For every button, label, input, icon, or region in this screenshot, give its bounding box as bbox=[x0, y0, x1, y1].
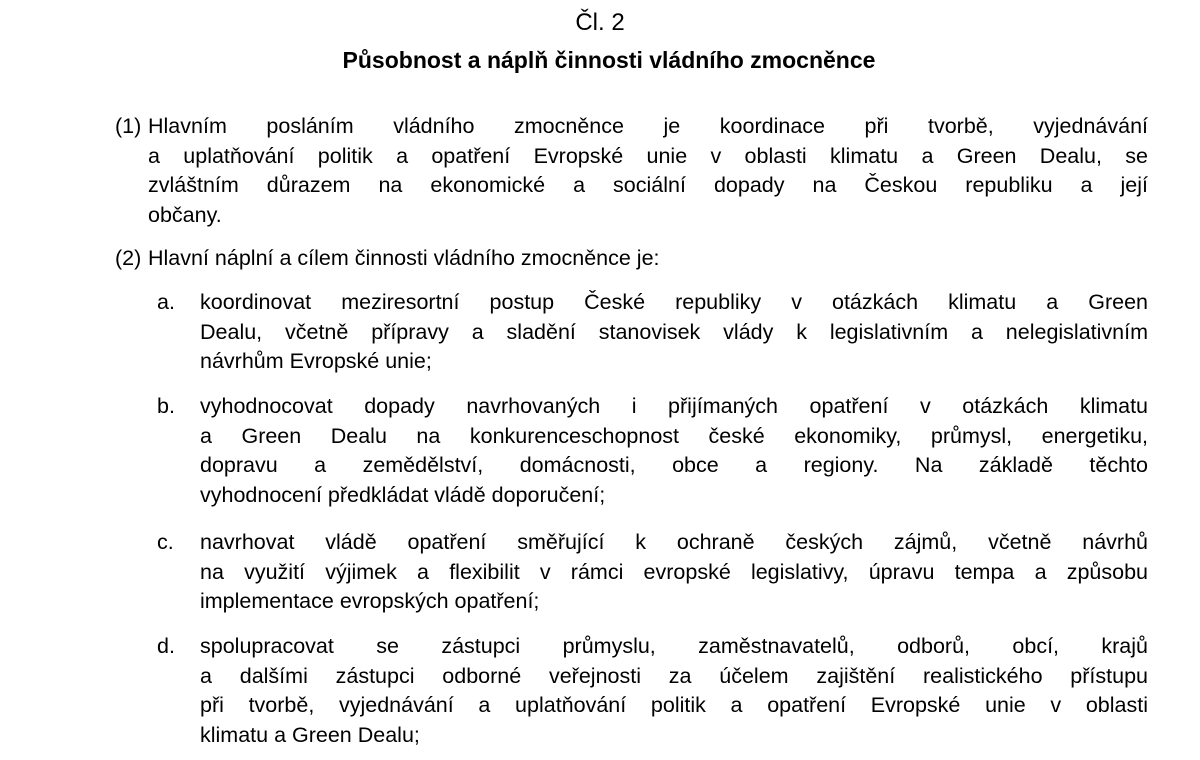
text-line: Hlavním posláním vládního zmocněnce je koordinace při tvorbě, vyjednávání bbox=[148, 114, 1148, 138]
text-line: občany. bbox=[148, 202, 222, 227]
text-line: na využití výjimek a flexibilit v rámci evropské legislativy, úpravu tempa a způsobu bbox=[200, 559, 1148, 584]
article-number: Čl. 2 bbox=[575, 9, 625, 36]
list-label: (2) bbox=[115, 246, 142, 270]
text-line: implementace evropských opatření; bbox=[200, 589, 540, 614]
text-line: zvláštním důrazem na ekonomické a sociální dopady na Českou republiku a její bbox=[148, 173, 1148, 198]
text-line: při tvorbě, vyjednávání a uplatňování politik a opatření Evropské unie v oblasti bbox=[200, 693, 1148, 718]
text-line: návrhům Evropské unie; bbox=[200, 349, 432, 374]
text-line: a Green Dealu na konkurenceschopnost české ekonomiky, průmysl, energetiku, bbox=[200, 423, 1148, 448]
text-line: vyhodnocovat dopady navrhovaných i přijímaných opatření v otázkách klimatu bbox=[200, 394, 1148, 418]
text-line: a dalšími zástupci odborné veřejnosti za účelem zajištění realistického přístupu bbox=[200, 663, 1148, 688]
list-label: a. bbox=[157, 290, 175, 314]
text-line: navrhovat vládě opatření směřující k ochraně českých zájmů, včetně návrhů bbox=[200, 530, 1148, 554]
article-title: Působnost a náplň činnosti vládního zmocněnce bbox=[342, 47, 876, 73]
text-line: a uplatňování politik a opatření Evropské unie v oblasti klimatu a Green Dealu, se bbox=[148, 143, 1148, 168]
text-line: dopravu a zemědělství, domácnosti, obce a regiony. Na základě těchto bbox=[200, 453, 1148, 478]
text-line: klimatu a Green Dealu; bbox=[200, 722, 420, 747]
list-label: d. bbox=[157, 634, 175, 658]
text-line: spolupracovat se zástupci průmyslu, zaměstnavatelů, odborů, obcí, krajů bbox=[200, 634, 1148, 658]
list-label: b. bbox=[157, 394, 175, 418]
text-line: Dealu, včetně přípravy a sladění stanovisek vlády k legislativním a nelegislativním bbox=[200, 319, 1148, 344]
text-line: Hlavní náplní a cílem činnosti vládního zmocněnce je: bbox=[148, 246, 660, 270]
text-line: vyhodnocení předkládat vládě doporučení; bbox=[200, 482, 606, 507]
list-label: (1) bbox=[115, 114, 142, 138]
text-line: koordinovat meziresortní postup České republiky v otázkách klimatu a Green bbox=[200, 290, 1148, 314]
list-label: c. bbox=[157, 530, 174, 554]
